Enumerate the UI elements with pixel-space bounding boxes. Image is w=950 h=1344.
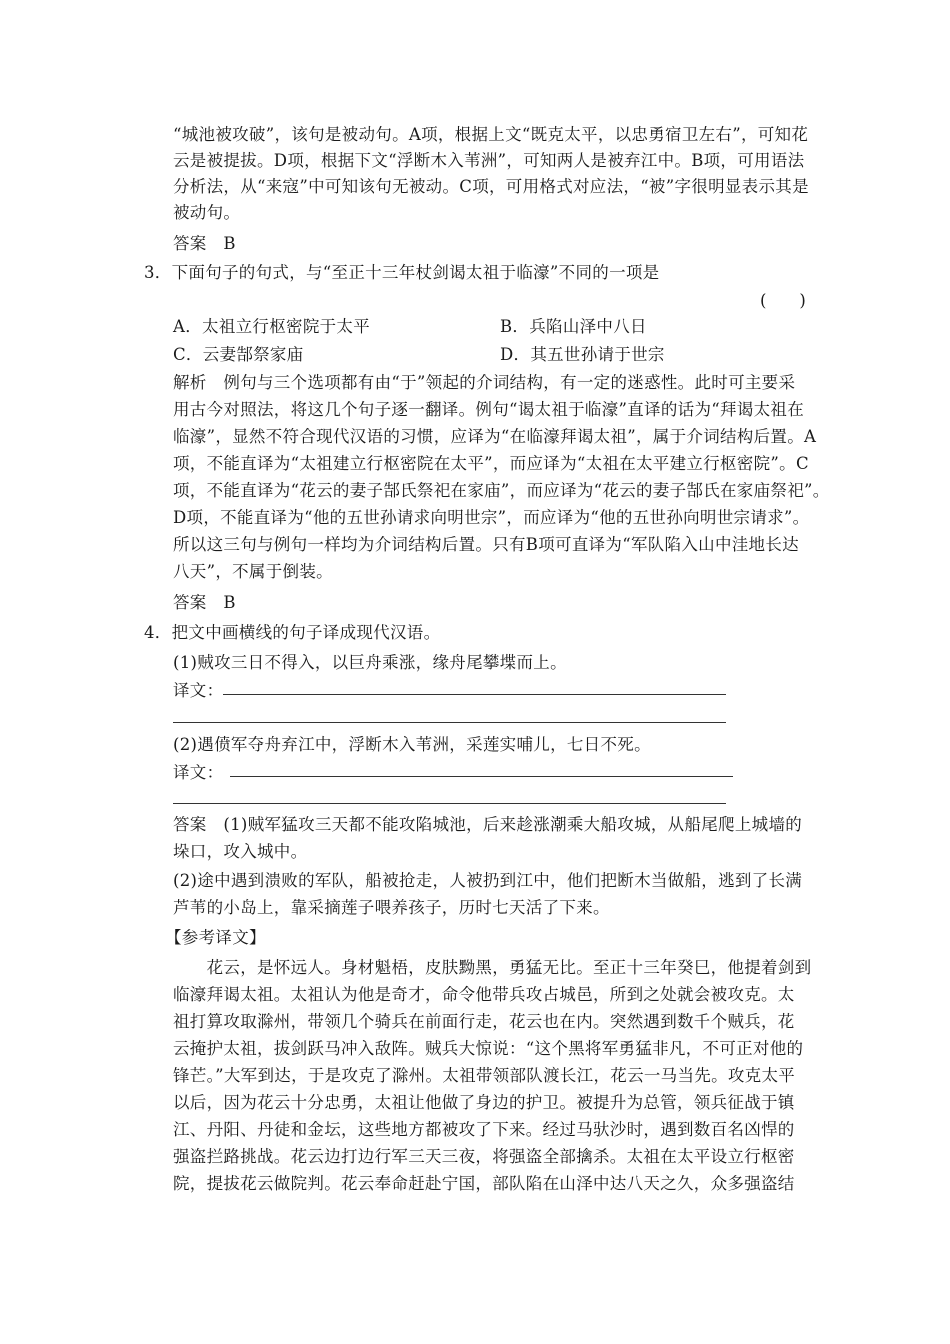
q3-analysis-line: 所以这三句与例句一样均为介词结构后置。只有B项可直译为“军队陷入山中洼地长达: [173, 535, 799, 554]
reference-heading: 【参考译文】: [165, 928, 266, 947]
q2-analysis-line: 被动句。: [173, 203, 241, 222]
reference-line: 江、丹阳、丹徒和金坛，这些地方都被攻了下来。经过马驮沙时，遇到数百名凶悍的: [173, 1120, 795, 1139]
q4-translation-label-2: 译文：: [173, 763, 224, 782]
reference-line: 花云，是怀远人。身材魁梧，皮肤黝黑，勇猛无比。至正十三年癸巳，他提着剑到: [173, 958, 812, 977]
q4-sentence-2: (2)遇偾军夺舟弃江中，浮断木入苇洲，采莲实哺儿，七日不死。: [173, 735, 651, 754]
q3-analysis-line: 项，不能直译为“花云的妻子郜氏祭祀在家庙”，而应译为“花云的妻子郜氏在家庙祭祀”。: [173, 481, 830, 500]
reference-line: 云掩护太祖，拔剑跃马冲入敌阵。贼兵大惊说：“这个黑将军勇猛非凡，不可正对他的: [173, 1039, 804, 1058]
q4-answer-line: 答案 (1)贼军猛攻三天都不能攻陷城池，后来趁涨潮乘大船攻城，从船尾爬上城墙的: [173, 815, 803, 834]
q2-analysis-line: 云是被提拔。D项，根据下文“浮断木入苇洲”，可知两人是被弃江中。B项，可用语法: [173, 151, 805, 170]
answer-line: [223, 694, 726, 695]
q3-answer: 答案 B: [173, 593, 236, 612]
q3-analysis-line: 项，不能直译为“太祖建立行枢密院在太平”，而应译为“太祖在太平建立行枢密院”。C: [173, 454, 809, 473]
q3-analysis-line: 八天”，不属于倒装。: [173, 562, 333, 581]
reference-line: 锋芒。”大军到达，于是攻克了滁州。太祖带领部队渡长江，花云一马当先。攻克太平: [173, 1066, 796, 1085]
q4-answer-line: 垛口，攻入城中。: [173, 842, 308, 861]
answer-line: [173, 722, 726, 723]
q3-option-c: C．云妻郜祭家庙: [173, 345, 304, 364]
q3-analysis-line: D项，不能直译为“他的五世孙请求向明世宗”，而应译为“他的五世孙向明世宗请求”。: [173, 508, 810, 527]
q3-option-b: B．兵陷山泽中八日: [500, 317, 647, 336]
q3-analysis-line: 解析 例句与三个选项都有由“于”领起的介词结构，有一定的迷惑性。此时可主要采: [173, 373, 796, 392]
q3-answer-bracket: ( ): [760, 291, 806, 310]
q4-sentence-1: (1)贼攻三日不得入，以巨舟乘涨，缘舟尾攀堞而上。: [173, 653, 567, 672]
q4-stem: 4．把文中画横线的句子译成现代汉语。: [144, 623, 441, 642]
reference-line: 以后，因为花云十分忠勇，太祖让他做了身边的护卫。被提升为总管，领兵征战于镇: [173, 1093, 795, 1112]
q3-analysis-line: 临濠”，显然不符合现代汉语的习惯，应译为“在临濠拜谒太祖”，属于介词结构后置。A: [173, 427, 817, 446]
q4-answer-line: (2)途中遇到溃败的军队，船被抢走，人被扔到江中，他们把断木当做船，逃到了长满: [173, 871, 803, 890]
q4-answer-line: 芦苇的小岛上，靠采摘莲子喂养孩子，历时七天活了下来。: [173, 898, 610, 917]
reference-line: 祖打算攻取滁州，带领几个骑兵在前面行走，花云也在内。突然遇到数千个贼兵，花: [173, 1012, 795, 1031]
reference-line: 临濠拜谒太祖。太祖认为他是奇才，命令他带兵攻占城邑，所到之处就会被攻克。太: [173, 985, 795, 1004]
q2-analysis-line: 分析法，从“来寇”中可知该句无被动。C项，可用格式对应法，“被”字很明显表示其是: [173, 177, 809, 196]
reference-line: 强盗拦路挑战。花云边打边行军三天三夜，将强盗全部擒杀。太祖在太平设立行枢密: [173, 1147, 795, 1166]
q2-answer: 答案 B: [173, 234, 236, 253]
q3-stem: 3．下面句子的句式，与“至正十三年杖剑谒太祖于临濠”不同的一项是: [144, 263, 660, 282]
answer-line: [173, 803, 726, 804]
q3-option-a: A．太祖立行枢密院于太平: [173, 317, 371, 336]
answer-line: [230, 776, 733, 777]
q3-analysis-line: 用古今对照法，将这几个句子逐一翻译。例句“谒太祖于临濠”直译的话为“拜谒太祖在: [173, 400, 805, 419]
q3-option-d: D．其五世孙请于世宗: [500, 345, 665, 364]
reference-line: 院，提拔花云做院判。花云奉命赶赴宁国，部队陷在山泽中达八天之久，众多强盗结: [173, 1174, 795, 1193]
q4-translation-label-1: 译文：: [173, 681, 224, 700]
q2-analysis-line: “城池被攻破”，该句是被动句。A项，根据上文“既克太平，以忠勇宿卫左右”，可知花: [173, 125, 809, 144]
